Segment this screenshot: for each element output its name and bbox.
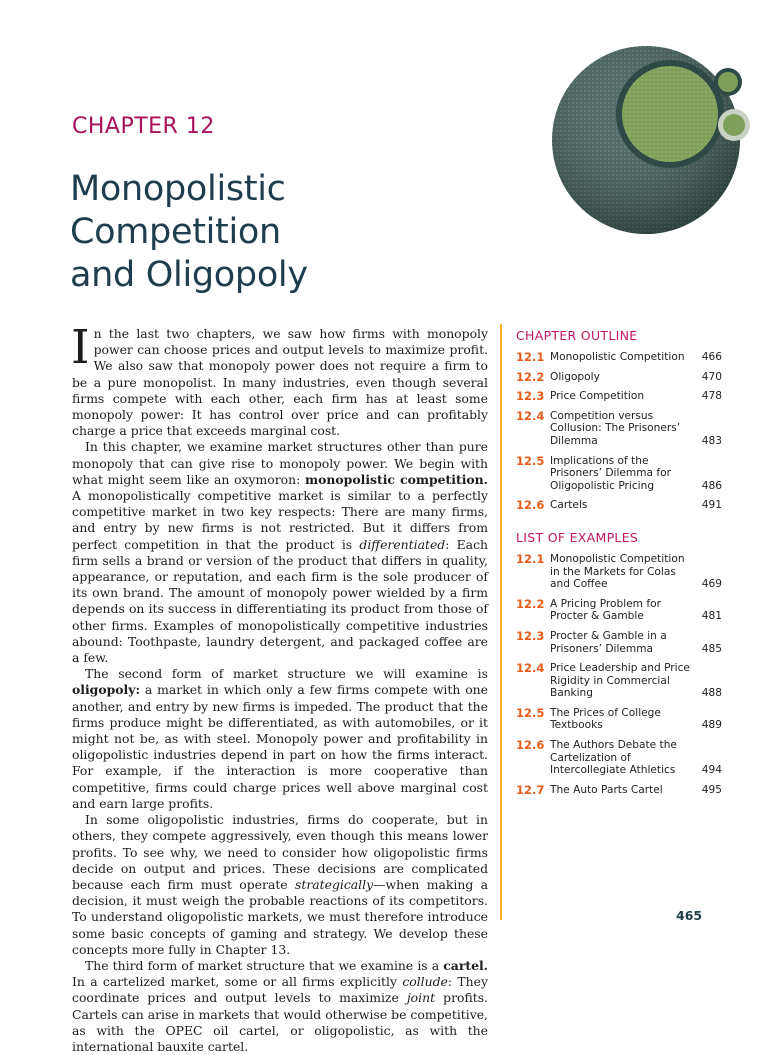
paragraph-text: a market in which only a few firms compete with one another, and entry by new firms is impeded. The product that the firms produce might be differentiated, as with automobiles, or it might not be, as with steel. Monopoly power and profitability in oligopolistic industries depend in part on how the firms interact. For example, if the interaction is more cooperative than competitive, firms could charge prices well above marginal cost and earn large profits.	[72, 682, 488, 811]
outline-item[interactable]	[516, 351, 722, 364]
outline-item[interactable]	[516, 371, 722, 384]
examples-heading: LIST OF EXAMPLES	[516, 529, 639, 545]
section-number: 12.5	[516, 453, 545, 468]
chapter-introduction	[71, 320, 488, 1055]
section-title: Cartels	[550, 499, 588, 512]
intro-paragraph-3	[72, 666, 488, 812]
section-page: 466	[701, 351, 722, 363]
page-number: 465	[676, 908, 703, 923]
outline-item[interactable]	[516, 455, 722, 493]
example-title: Price Leadership and Price Rigidity in Commercial Banking	[550, 662, 690, 700]
section-title: Competition versus Collusion: The Prisoners’ Dilemma	[550, 409, 681, 447]
paragraph-text: profits. Cartels can arise in markets that would otherwise be competitive, as with the OPEC oil cartel, or oligopolistic, as with the international bauxite cartel.	[72, 990, 488, 1054]
outline-item[interactable]	[516, 499, 722, 512]
example-page: 469	[701, 578, 722, 591]
paragraph-text: In this chapter, we examine market structures other than pure monopoly that can give rise to monopoly power. We begin with what might seem like an oxymoron:	[72, 439, 488, 487]
example-item[interactable]	[516, 630, 722, 655]
example-title: Monopolistic Competition in the Markets for Colas and Coffee	[550, 552, 685, 591]
paragraph-text: : They coordinate prices and output levels to maximize	[72, 974, 488, 1006]
paragraph-text: n the last two chapters, we saw how firms with monopoly power can choose prices and output levels to maximize profit. We also saw that monopoly power does not require a firm to be a pure monopolist. In many industries, even though several firms compete with each other, each firm has at least some monopoly power: It has control over price and can profitably charge a price that exceeds marginal cost.	[72, 326, 488, 439]
example-number: 12.3	[516, 628, 545, 643]
section-number: 12.3	[516, 389, 545, 404]
section-page: 491	[701, 499, 722, 512]
section-number: 12.6	[516, 498, 545, 513]
example-title: The Auto Parts Cartel	[550, 783, 663, 796]
example-item[interactable]	[516, 707, 722, 732]
example-title: The Prices of College Textbooks	[550, 706, 661, 732]
key-term: oligopoly:	[72, 682, 141, 698]
chapter-title-line: Monopolistic	[70, 169, 286, 209]
example-item[interactable]	[516, 784, 722, 797]
example-number: 12.6	[516, 738, 545, 753]
section-page: 486	[701, 479, 722, 492]
outline-item[interactable]	[516, 390, 722, 403]
section-title: Monopolistic Competition	[550, 351, 685, 363]
example-page: 494	[701, 764, 722, 777]
key-term: monopolistic competition.	[305, 471, 488, 487]
section-title: Implications of the Prisoners’ Dilemma for Oligopolistic Pricing	[550, 454, 671, 492]
paragraph-text: In some oligopolistic industries, firms do cooperate, but in others, they compete aggressively, even though this means lower profits. To see why, we need to consider how oligopolistic firms decide on output and prices. These decisions are complicated because each firm must operate	[72, 812, 488, 892]
intro-paragraph-1	[71, 320, 488, 439]
chapter-outline-list	[516, 351, 722, 512]
example-number: 12.5	[516, 705, 545, 720]
outline-heading: CHAPTER OUTLINE	[516, 328, 638, 343]
intro-paragraph-4	[72, 812, 488, 958]
paragraph-text: —when making a decision, it must weigh the probable reactions of its competitors. To understand oligopolistic markets, we must therefore introduce some basic concepts of gaming and strategy. We develop these concepts more fully in Chapter 13.	[72, 876, 488, 957]
emphasis-text: differentiated	[359, 536, 446, 552]
emphasis-text: collude	[402, 974, 448, 990]
key-term: cartel.	[443, 957, 488, 973]
paragraph-text: In a cartelized market, some or all firms explicitly	[72, 974, 403, 990]
section-title: Price Competition	[550, 390, 645, 403]
concentric-circles-decoration-icon	[548, 42, 768, 242]
emphasis-text: strategically	[295, 876, 374, 892]
section-page: 478	[701, 390, 722, 403]
example-title: The Authors Debate the Cartelization of Intercollegiate Athletics	[550, 739, 677, 777]
paragraph-text: The third form of market structure that we examine is a	[85, 957, 444, 973]
chapter-label: CHAPTER 12	[72, 114, 215, 139]
chapter-title-line: Competition	[70, 212, 281, 252]
example-page: 489	[701, 719, 722, 732]
sidebar	[516, 328, 722, 803]
example-item[interactable]	[516, 662, 722, 700]
emphasis-text: joint	[406, 990, 436, 1006]
section-page: 483	[701, 434, 722, 447]
paragraph-text: The second form of market structure we will examine is	[85, 666, 488, 682]
example-number: 12.7	[516, 782, 545, 797]
intro-paragraph-5	[72, 958, 488, 1055]
chapter-title	[70, 168, 490, 297]
section-number: 12.4	[516, 408, 545, 423]
chapter-title-line: and Oligopoly	[70, 255, 308, 295]
outline-item[interactable]	[516, 410, 722, 448]
examples-list	[516, 553, 722, 797]
paragraph-text: A monopolistically competitive market is similar to a perfectly competitive market in two key respects: There are many firms, and entry by new firms is not restricted. But it differs from perfect competition in that the product is	[72, 488, 488, 552]
example-item[interactable]	[516, 553, 722, 591]
example-page: 485	[701, 642, 722, 655]
section-number: 12.2	[516, 369, 545, 384]
example-title: Procter & Gamble in a Prisoners’ Dilemma	[550, 629, 667, 655]
example-page: 495	[701, 783, 722, 796]
example-page: 488	[701, 687, 722, 700]
example-number: 12.1	[516, 551, 545, 566]
intro-paragraph-2	[72, 439, 488, 666]
section-page: 470	[701, 370, 722, 383]
example-title: A Pricing Problem for Procter & Gamble	[550, 597, 661, 623]
example-item[interactable]	[516, 739, 722, 777]
example-item[interactable]	[516, 598, 722, 623]
drop-cap: I	[71, 320, 90, 375]
example-number: 12.4	[516, 661, 545, 676]
example-page: 481	[701, 610, 722, 623]
example-number: 12.2	[516, 596, 545, 611]
section-number: 12.1	[516, 350, 545, 364]
sidebar-divider	[500, 324, 502, 920]
paragraph-text: : Each firm sells a brand or version of the product that differs in quality, appearance, or reputation, and each firm is the sole producer of its own brand. The amount of monopoly power wielded by a firm depends on its success in differentiating its product from those of other firms. Examples of monopolistically competitive industries abound: Toothpaste, laundry detergent, and packaged coffee are a few.	[72, 536, 488, 666]
section-title: Oligopoly	[550, 370, 600, 383]
